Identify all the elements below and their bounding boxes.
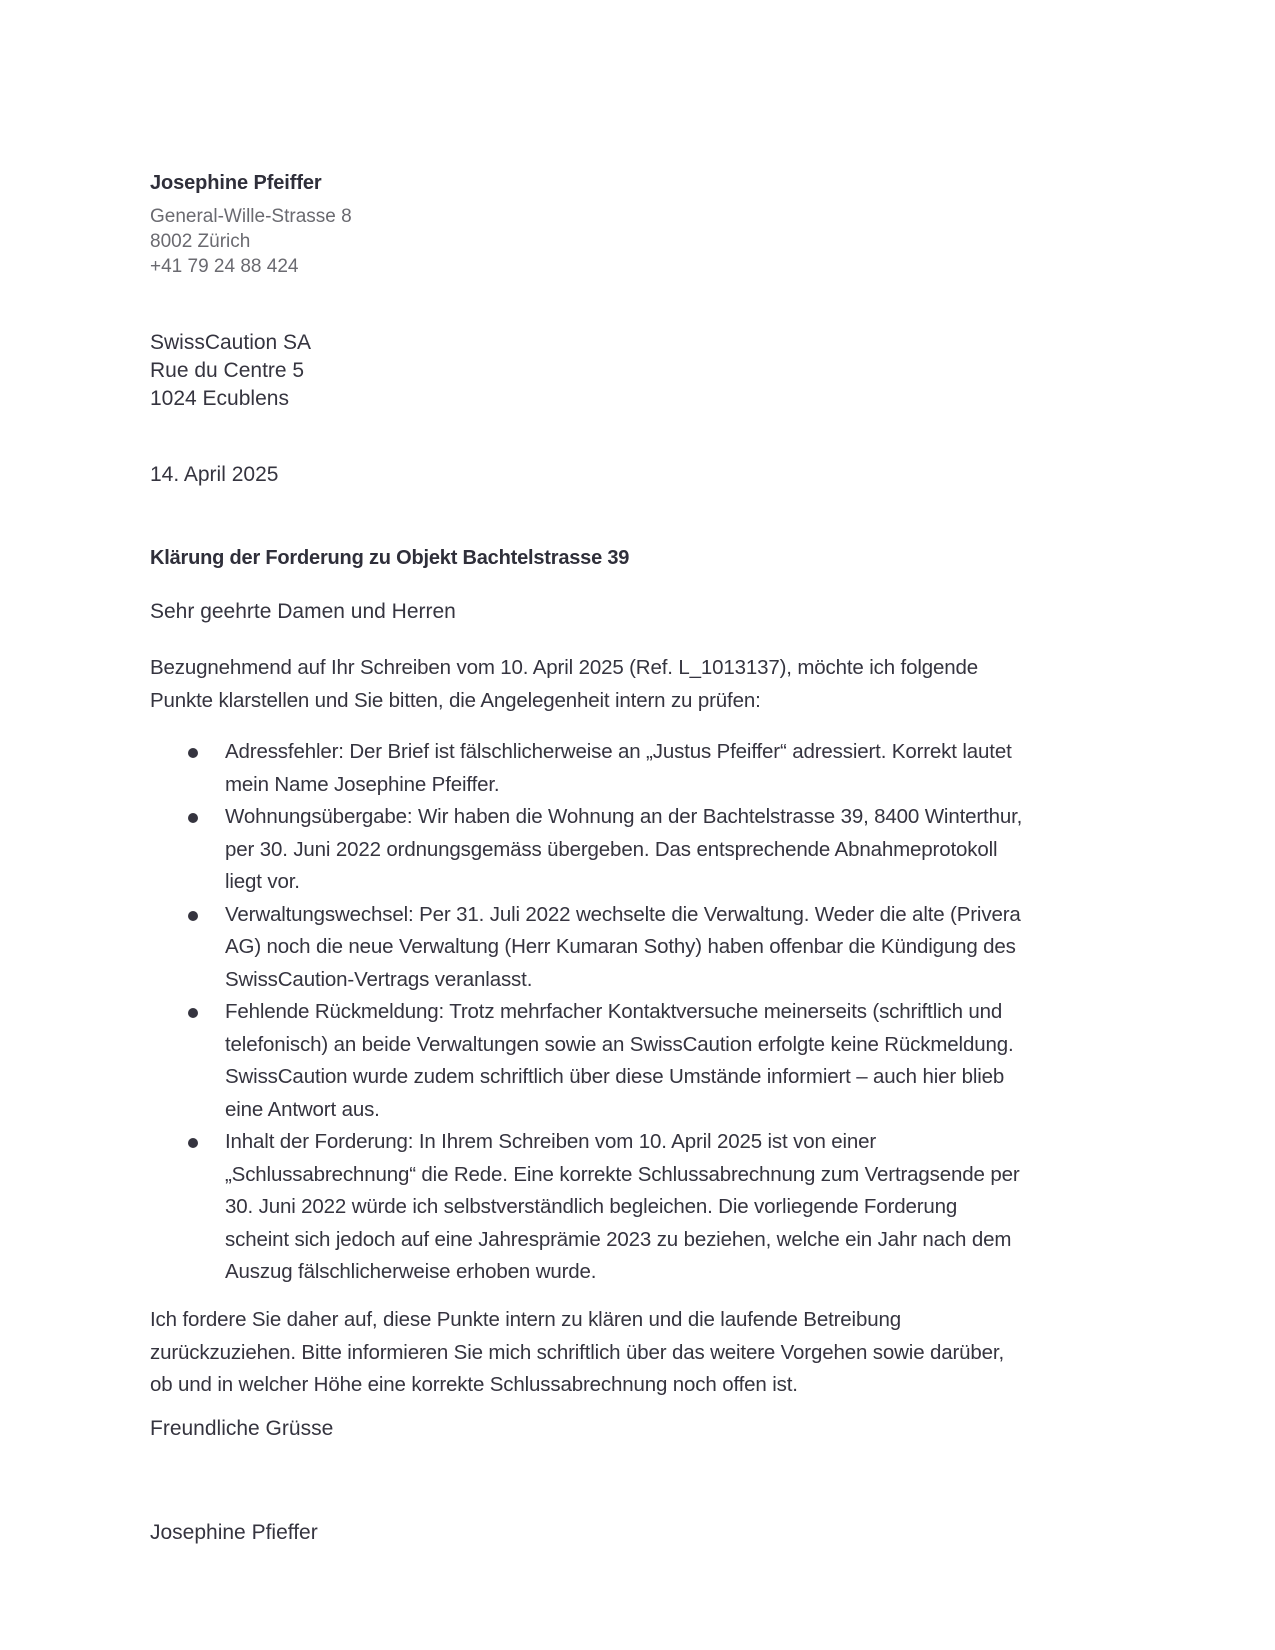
bullet-item-fehlende-rueckmeldung — [150, 996, 1130, 1126]
sender-name: Josephine Pfeiffer — [150, 172, 322, 194]
bullet-icon — [188, 1008, 198, 1018]
recipient-city: 1024 Ecublens — [150, 387, 289, 410]
bullet-line: telefonisch) an beide Verwaltungen sowie an SwissCaution erfolgte keine Rückmeldung. — [225, 1032, 1014, 1056]
bullet-line: liegt vor. — [225, 870, 300, 893]
letter-date: 14. April 2025 — [150, 463, 279, 486]
bullet-line: 30. Juni 2022 würde ich selbstverständlich begleichen. Die vorliegende Forderung — [225, 1195, 958, 1218]
bullet-item-verwaltungswechsel — [150, 899, 1130, 997]
sender-phone: +41 79 24 88 424 — [150, 256, 299, 277]
bullet-line: Fehlende Rückmeldung: Trotz mehrfacher Kontaktversuche meinerseits (schriftlich und — [225, 1000, 1003, 1023]
closing-paragraph — [150, 1304, 1004, 1402]
bullet-line: scheint sich jedoch auf eine Jahresprämie 2023 zu beziehen, welche ein Jahr nach dem — [225, 1227, 1012, 1251]
bullet-line: SwissCaution-Vertrags veranlasst. — [225, 967, 533, 991]
bullet-item-inhalt-der-forderung — [150, 1126, 1130, 1289]
bullet-line: mein Name Josephine Pfeiffer. — [225, 772, 500, 796]
recipient-street: Rue du Centre 5 — [150, 359, 305, 382]
bullet-icon — [188, 748, 198, 758]
bullet-line: Wohnungsübergabe: Wir haben die Wohnung an der Bachtelstrasse 39, 8400 Winterthur, — [225, 805, 1023, 828]
recipient-address-block — [150, 329, 311, 413]
bullet-line: SwissCaution wurde zudem schriftlich über diese Umstände informiert – auch hier blieb — [225, 1065, 1005, 1088]
closing-line: zurückzuziehen. Bitte informieren Sie mich schriftlich über das weitere Vorgehen sowie darüber, — [150, 1340, 1005, 1364]
bullet-icon — [188, 1138, 198, 1148]
recipient-company: SwissCaution SA — [150, 331, 312, 354]
bullet-line: AG) noch die neue Verwaltung (Herr Kumaran Sothy) haben offenbar die Kündigung des — [225, 935, 1016, 958]
closing-line: Ich fordere Sie daher auf, diese Punkte intern zu klären und die laufende Betreibung — [150, 1308, 901, 1331]
signature-name: Josephine Pfieffer — [150, 1521, 318, 1544]
closing-greeting: Freundliche Grüsse — [150, 1417, 334, 1440]
closing-line: ob und in welcher Höhe eine korrekte Schlussabrechnung noch offen ist. — [150, 1373, 798, 1396]
intro-line: Bezugnehmend auf Ihr Schreiben vom 10. April 2025 (Ref. L_1013137), möchte ich folgende — [150, 656, 978, 679]
intro-paragraph — [150, 652, 978, 717]
bullet-line: Inhalt der Forderung: In Ihrem Schreiben vom 10. April 2025 ist von einer — [225, 1130, 877, 1153]
salutation: Sehr geehrte Damen und Herren — [150, 600, 456, 623]
sender-city: 8002 Zürich — [150, 231, 251, 252]
bullet-icon — [188, 813, 198, 823]
intro-line: Punkte klarstellen und Sie bitten, die Angelegenheit intern zu prüfen: — [150, 688, 761, 712]
sender-street: General-Wille-Strasse 8 — [150, 206, 352, 227]
sender-address-block — [150, 204, 352, 279]
bullet-item-adressfehler — [150, 736, 1130, 801]
letter-subject: Klärung der Forderung zu Objekt Bachtelstrasse 39 — [150, 547, 630, 569]
bullet-line: „Schlussabrechnung“ die Rede. Eine korrekte Schlussabrechnung zum Vertragsende per — [225, 1162, 1020, 1186]
bullet-list — [150, 736, 1130, 1289]
bullet-line: eine Antwort aus. — [225, 1097, 380, 1121]
bullet-line: per 30. Juni 2022 ordnungsgemäss übergeben. Das entsprechende Abnahmeprotokoll — [225, 837, 998, 861]
bullet-icon — [188, 911, 198, 921]
bullet-line: Verwaltungswechsel: Per 31. Juli 2022 wechselte die Verwaltung. Weder die alte (Privera — [225, 902, 1021, 926]
bullet-line: Adressfehler: Der Brief ist fälschlicherweise an „Justus Pfeiffer“ adressiert. Korrekt lautet — [225, 740, 1012, 763]
bullet-item-wohnungsuebergabe — [150, 801, 1130, 899]
bullet-line: Auszug fälschlicherweise erhoben wurde. — [225, 1260, 597, 1283]
